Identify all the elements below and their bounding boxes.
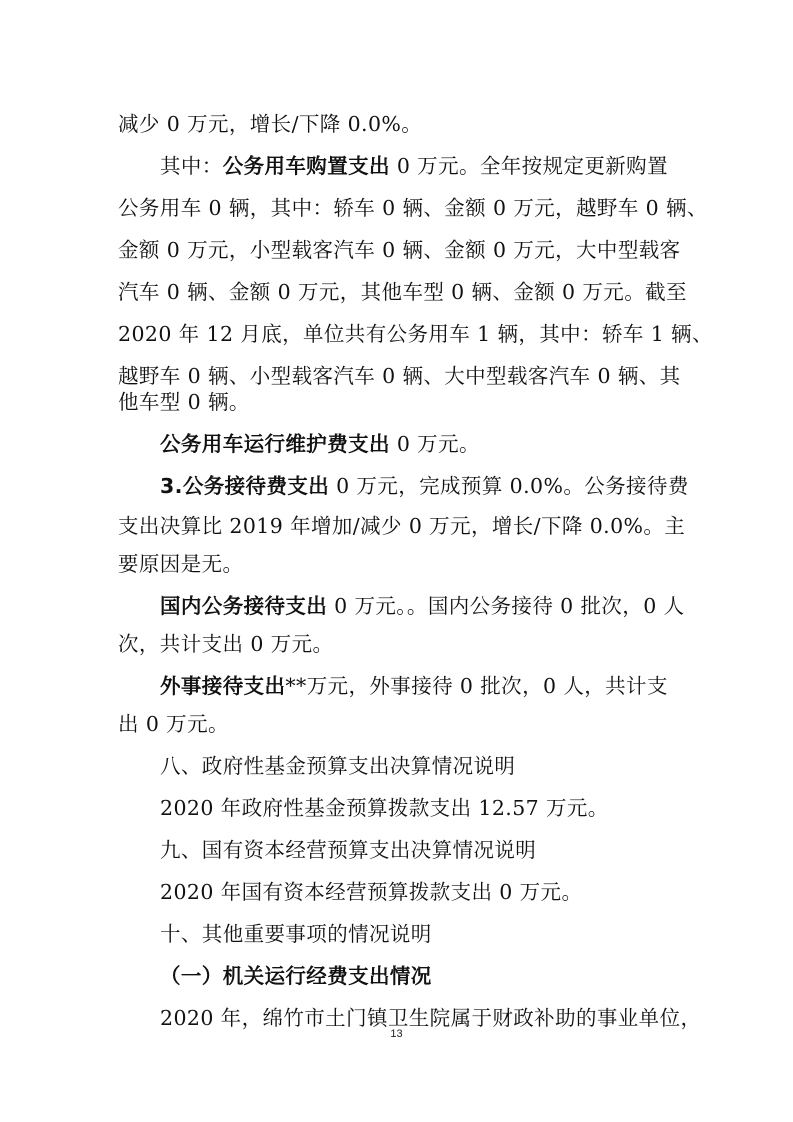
page-number: 13 — [390, 1028, 403, 1040]
line-text: 减少 0 万元，增长/下降 0.0%。 — [118, 112, 423, 136]
line-text: 2020 年政府性基金预算拨款支出 12.57 万元。 — [160, 796, 609, 820]
line-text: 金额 0 万元，小型载客汽车 0 辆、金额 0 万元，大中型载客 — [118, 238, 681, 262]
body-line — [160, 878, 582, 906]
bold-term: 3.公务接待费支出 — [160, 474, 330, 498]
body-line — [118, 320, 713, 348]
line-text: 0 万元。。国内公务接待 0 批次，0 人 — [327, 594, 685, 618]
bold-term: 公务用车购置支出 — [222, 154, 390, 178]
line-text: 汽车 0 辆、金额 0 万元，其他车型 0 辆、金额 0 万元。截至 — [118, 280, 687, 304]
line-text: 公务用车 0 辆，其中：轿车 0 辆、金额 0 万元，越野车 0 辆、 — [118, 196, 708, 220]
body-line — [160, 152, 668, 180]
body-line — [160, 794, 609, 822]
subheading-text: （一）机关运行经费支出情况 — [160, 964, 432, 988]
heading-text: 十、其他重要事项的情况说明 — [160, 922, 432, 946]
line-text: 2020 年国有资本经营预算拨款支出 0 万元。 — [160, 880, 583, 904]
section-heading — [160, 752, 515, 780]
line-text: 要原因是无。 — [118, 552, 244, 576]
line-text: 0 万元，完成预算 0.0%。公务接待费 — [329, 474, 689, 498]
body-line — [160, 430, 480, 458]
body-line — [118, 512, 685, 540]
line-text: 0 万元。 — [389, 432, 480, 456]
body-line — [118, 630, 333, 658]
section-heading — [160, 920, 432, 948]
line-text: 2020 年 12 月底，单位共有公务用车 1 辆，其中：轿车 1 辆、 — [118, 322, 713, 346]
line-text: **万元，外事接待 0 批次，0 人，共计支 — [285, 674, 668, 698]
line-text: 出 0 万元。 — [118, 712, 229, 736]
bold-term: 国内公务接待支出 — [160, 594, 328, 618]
line-text: 次，共计支出 0 万元。 — [118, 632, 334, 656]
heading-text: 九、国有资本经营预算支出决算情况说明 — [160, 838, 537, 862]
body-line — [160, 592, 684, 620]
body-line — [118, 710, 229, 738]
line-text: 支出决算比 2019 年增加/减少 0 万元，增长/下降 0.0%。主 — [118, 514, 686, 538]
body-line — [160, 672, 668, 700]
section-heading — [160, 836, 536, 864]
bold-term: 外事接待支出 — [160, 674, 286, 698]
body-line — [160, 472, 689, 500]
line-text: 他车型 0 辆。 — [118, 390, 250, 414]
body-line — [118, 362, 681, 390]
body-line — [118, 278, 687, 306]
sub-heading — [160, 962, 432, 990]
line-prefix: 其中： — [160, 154, 223, 178]
body-line — [118, 550, 243, 578]
bold-term: 公务用车运行维护费支出 — [160, 432, 390, 456]
line-text: 越野车 0 辆、小型载客汽车 0 辆、大中型载客汽车 0 辆、其 — [118, 364, 681, 388]
body-line — [118, 110, 422, 138]
body-line — [118, 388, 250, 416]
body-line — [118, 236, 681, 264]
line-text: 0 万元。全年按规定更新购置 — [389, 154, 668, 178]
line-text: 2020 年，绵竹市土门镇卫生院属于财政补助的事业单位， — [160, 1006, 702, 1030]
body-line — [118, 194, 708, 222]
heading-text: 八、政府性基金预算支出决算情况说明 — [160, 754, 516, 778]
